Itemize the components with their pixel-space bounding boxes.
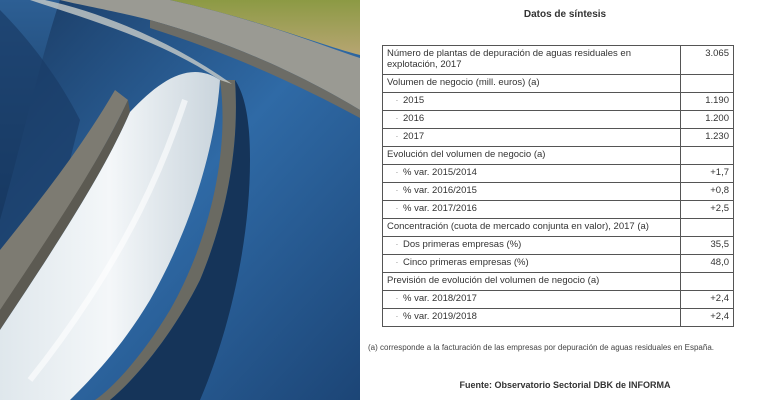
synthesis-panel [360,0,770,400]
row-label-cell [383,111,681,129]
footnote: (a) corresponde a la facturación de las empresas por depuración de aguas residuales en España. [368,343,714,352]
row-value: 3.065 [681,46,734,75]
row-label-cell [383,255,681,273]
row-label: % var. 2016/2015 [403,185,477,196]
row-label-cell [383,291,681,309]
row-label-cell [383,93,681,111]
row-label-cell [383,273,681,291]
synthesis-table [382,45,734,327]
row-value: 1.230 [681,129,734,147]
row-value: +2,5 [681,201,734,219]
row-label-cell [383,201,681,219]
treatment-plant-image [0,0,360,400]
row-label: 2015 [403,95,425,106]
table-row [383,309,734,327]
indented-label [387,131,424,142]
table-row [383,111,734,129]
row-label-cell [383,46,681,75]
row-label: Dos primeras empresas (%) [403,239,522,250]
table-row [383,201,734,219]
row-label-cell [383,183,681,201]
row-label-cell [383,237,681,255]
bullet-icon: · [395,113,399,124]
row-value: +1,7 [681,165,734,183]
row-label-cell [383,165,681,183]
row-label: Número de plantas de depuración de aguas residuales en explotación, 2017 [387,48,631,70]
row-value: +2,4 [681,309,734,327]
table-row [383,165,734,183]
row-value [681,273,734,291]
row-label: % var. 2019/2018 [403,311,477,322]
row-label: Previsión de evolución del volumen de negocio (a) [387,275,600,286]
table-row [383,255,734,273]
table-row [383,237,734,255]
row-label: % var. 2018/2017 [403,293,477,304]
indented-label [387,239,521,250]
bullet-icon: · [395,185,399,196]
indented-label [387,185,477,196]
table-row [383,291,734,309]
row-value [681,219,734,237]
row-label-cell [383,309,681,327]
indented-label [387,167,477,178]
row-label-cell [383,129,681,147]
row-value: 1.200 [681,111,734,129]
row-value: +0,8 [681,183,734,201]
row-label-cell [383,219,681,237]
row-label-cell [383,147,681,165]
row-label: Volumen de negocio (mill. euros) (a) [387,77,540,88]
row-label: Evolución del volumen de negocio (a) [387,149,546,160]
bullet-icon: · [395,203,399,214]
row-label: Concentración (cuota de mercado conjunta en valor), 2017 (a) [387,221,649,232]
row-value [681,75,734,93]
indented-label [387,257,529,268]
row-value [681,147,734,165]
indented-label [387,293,477,304]
row-label: % var. 2015/2014 [403,167,477,178]
panel-title: Datos de síntesis [523,9,607,20]
bullet-icon: · [395,167,399,178]
indented-label [387,95,424,106]
indented-label [387,311,477,322]
indented-label [387,113,424,124]
table-row [383,93,734,111]
row-label-cell [383,75,681,93]
row-value: +2,4 [681,291,734,309]
bullet-icon: · [395,131,399,142]
table-row [383,46,734,75]
treatment-plant-photo [0,0,360,400]
source-line: Fuente: Observatorio Sectorial DBK de INFORMA [459,380,671,390]
row-value: 48,0 [681,255,734,273]
table-row [383,129,734,147]
table-row [383,75,734,93]
table-row [383,219,734,237]
row-label: 2017 [403,131,425,142]
row-value: 1.190 [681,93,734,111]
row-value: 35,5 [681,237,734,255]
bullet-icon: · [395,95,399,106]
row-label: Cinco primeras empresas (%) [403,257,529,268]
row-label: % var. 2017/2016 [403,203,477,214]
table-row [383,183,734,201]
table-row [383,147,734,165]
indented-label [387,203,477,214]
bullet-icon: · [395,293,399,304]
bullet-icon: · [395,239,399,250]
bullet-icon: · [395,257,399,268]
row-label: 2016 [403,113,425,124]
bullet-icon: · [395,311,399,322]
table-row [383,273,734,291]
